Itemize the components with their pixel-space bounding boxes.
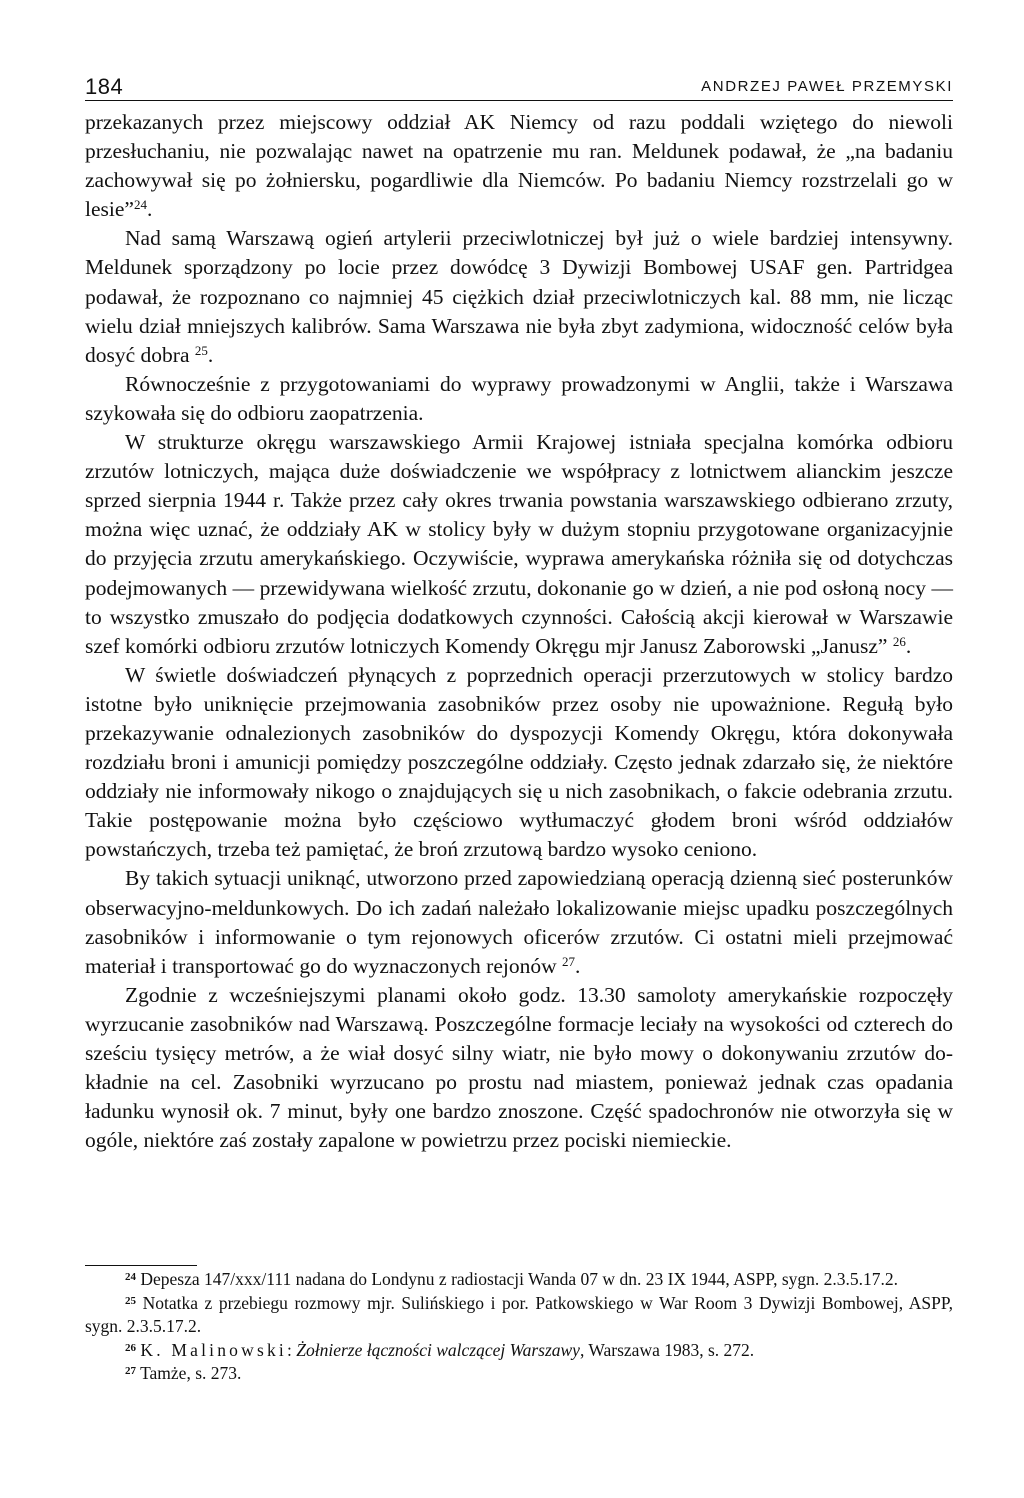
footnote-rule [85,1265,197,1266]
page-header [85,72,953,102]
footnote-text: Notatka z przebiegu rozmowy mjr. Sulińskiego i por. Patkowskiego w War Room 3 Dywizji Bombowej, ASPP, sygn. 2.3.5.17.2. [85,1292,954,1336]
paragraph [85,108,953,224]
paragraph [85,661,953,865]
footnote-reference: 26 [892,633,906,649]
text-run: . [575,953,581,978]
running-head: ANDRZEJ PAWEŁ PRZEMYSKI [701,78,953,95]
header-rule [85,100,953,101]
text-run: . [146,197,153,222]
text-run: Zgodnie z wcześniejszymi planami około godz. 13.30 samoloty amerykańskie rozpoczęły wyrzucanie zasobników nad Warszawą. Poszczególne formacje leciały na wysokości od czterech do sześciu tysięcy metrów, a że wiał dosyć silny wiatr, nie było mowy o dokonywaniu zrzutów dokładnie na cel. Zasobniki wyrzucano po prostu nad miastem, ponieważ jednak czas opadania ładunku wynosił ok. 7 minut, były one bardzo znoszone. Część spadochronów nie otworzyła się w ogóle, niektóre zaś zostały zapalone w powietrzu przez pociski niemieckie. [85,982,953,1153]
text-run: . [207,342,214,367]
footnote [85,1268,953,1292]
paragraph [85,864,953,980]
text-run: przekazanych przez miejscowy oddział AK Niemcy od razu poddali wziętego do niewoli przesłuchaniu, nie pozwalając nawet na opatrzenie mu ran. Meldunek podawał, że „na badaniu zachowywał się po żołniersku, pogardliwie dla Niemców. Po badaniu Niemcy rozstrzelali go w lesie” [85,110,953,222]
footnote-number: 26 [125,1341,136,1354]
footnotes [85,1268,953,1386]
text-run: W świetle doświadczeń płynących z poprzednich operacji przerzutowych w stolicy bardzo istotne było uniknięcie przejmowania zasobników przez osoby nie upoważnione. Regułą było przekazywanie odnalezionych zasobników do dyspozycji Komendy Okręgu, która dokonywała rozdziału broni i amunicji pomiędzy poszczególne oddziały. Często jednak zdarzało się, że niektóre oddziały nie informowały nikogo o znajdujących się u nich zasobnikach, o fakcie odebrania zrzutu. Takie postępowanie można było częściowo wytłumaczyć głodem broni wśród oddziałów powstańczych, trzeba też pamiętać, że broń zrzutową bardzo wysoko ceniono. [85,662,953,862]
body-text [85,108,953,1155]
footnote-reference: 25 [194,342,208,358]
footnote [85,1362,953,1386]
text-run: Równocześnie z przygotowaniami do wyprawy prowadzonymi w Anglii, także i Warszawa szykowała się do odbioru zaopatrzenia. [85,371,953,425]
footnote-text: Żołnierze łączności walczącej Warszawy [296,1339,580,1360]
footnote-text: Depesza 147/xxx/111 nadana do Londynu z radiostacji Wanda 07 w dn. 23 IX 1944, ASPP, sygn. 2.3.5.17.2. [140,1269,899,1289]
footnote [85,1292,953,1339]
footnote-number: 25 [125,1294,136,1307]
footnote-text: , Warszawa 1983, s. 272. [579,1339,755,1360]
text-run: By takich sytuacji uniknąć, utworzono przed zapowiedzianą operacją dzienną sieć posterunków obserwacyjno-meldunkowych. Do ich zadań należało lokalizowanie miejsc upadku poszczególnych zasobników i informowanie o tym rejonowych oficerów zrzutów. Ci ostatni mieli przejmować materiał i transportować go do wyznaczonych rejonów [85,866,953,978]
footnote-reference: 27 [562,953,576,969]
footnote-number: 24 [125,1271,136,1283]
paragraph [85,981,953,1156]
text-run: Nad samą Warszawą ogień artylerii przeciwlotniczej był już o wiele bardziej intensywny. Meldunek sporządzony po locie przez dowódcę 3 Dywizji Bombowej USAF gen. Partridgea podawał, że rozpoznano co najmniej 45 ciężkich dział przeciwlotniczych kal. 88 mm, nie licząc wielu dział mniejszych kalibrów. Sama Warszawa nie była zbyt zadymiona, widoczność celów była dosyć dobra [85,226,953,367]
footnote-text: : [286,1339,297,1360]
footnote-number: 27 [125,1365,136,1377]
text-run: W strukturze okręgu warszawskiego Armii Krajowej istniała specjalna komórka odbioru zrzutów lotniczych, mająca duże doświadczenie we współpracy z lotnictwem alianckim jeszcze sprzed sierpnia 1944 r. Także przez cały okres trwania powstania warszawskiego odbierano zrzuty, można więc uznać, że oddziały AK w stolicy były w dużym stopniu przygotowane organizacyjnie do przyjęcia zrzutu amerykańskiego. Oczywiście, wyprawa amerykańska różniła się od dotychczas podejmowanych — przewidywana wielkość zrzutu, dokonanie go w dzień, a nie pod osłoną nocy — to wszystko zmuszało do podjęcia dodatkowych czynności. Całością akcji kierował w Warszawie szef komórki odbioru zrzutów lotniczych Komendy Okręgu mjr Janusz Zaborowski „Janusz” [85,430,953,658]
footnote [85,1339,953,1363]
paragraph [85,224,953,369]
text-run: . [905,633,912,658]
paragraph [85,428,953,661]
footnote-text: Tamże, s. 273. [140,1363,242,1383]
footnote-reference: 24 [133,197,147,213]
page-number: 184 [85,74,124,99]
paragraph [85,370,953,428]
footnote-text: K. Malinowski [140,1339,287,1360]
